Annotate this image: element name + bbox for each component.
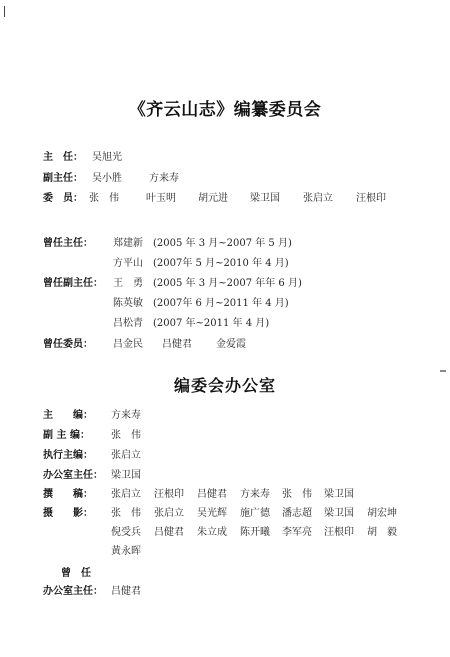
writer-name: 张 伟: [282, 489, 312, 500]
writer-name: 吕健君: [197, 489, 227, 500]
photographer-name: 施广德: [240, 508, 270, 519]
photographers-label: 摄 影：: [43, 508, 93, 519]
writer-name: 张启立: [111, 489, 141, 500]
former-director-period: (2005 年 3 月~2007 年 5 月): [153, 238, 292, 249]
page-title: 《齐云山志》编纂委员会: [128, 100, 322, 120]
deputy-label: 副主任：: [43, 173, 83, 184]
photographer-name: 李军亮: [282, 527, 312, 538]
former-member-name: 吕健君: [162, 339, 192, 350]
page-edge-mark: [4, 6, 5, 17]
chief-editor-label: 主 编：: [43, 410, 93, 421]
member-name: 梁卫国: [250, 193, 280, 204]
photographer-name: 陈开曦: [240, 527, 270, 538]
exec-editor-name: 张启立: [111, 450, 141, 461]
former-members-label: 曾任委员：: [43, 339, 93, 350]
exec-editor-label: 执行主编：: [43, 450, 93, 461]
director-name: 吴旭光: [92, 152, 122, 163]
member-name: 张启立: [303, 193, 333, 204]
former-deputy-name: 王 勇: [113, 278, 143, 289]
former-deputy-label: 曾任副主任：: [43, 278, 103, 289]
deputy-name: 吴小胜: [92, 173, 122, 184]
photographer-name: 倪受兵: [111, 527, 141, 538]
deputy-editor-name: 张 伟: [111, 430, 141, 441]
former-deputy-period: (2005 年 3 月~2007 年年 6 月): [153, 278, 302, 289]
former-member-name: 金爱霞: [216, 339, 246, 350]
office-title: 编委会办公室: [173, 376, 276, 395]
photographer-name: 梁卫国: [324, 508, 354, 519]
photographer-name: 吕健君: [154, 527, 184, 538]
member-name: 胡元进: [198, 193, 228, 204]
member-name: 张 伟: [89, 193, 119, 204]
deputy-editor-label: 副 主 编：: [43, 430, 90, 441]
writer-name: 方来寿: [240, 489, 270, 500]
former-deputy-period: (2007年 6 月~2011 年 4 月): [153, 298, 289, 309]
former-deputy-name: 吕松青: [113, 318, 143, 329]
deputy-name: 方来寿: [149, 173, 179, 184]
former-member-name: 吕金民: [113, 339, 143, 350]
member-name: 叶玉明: [146, 193, 176, 204]
photographer-name: 胡 毅: [367, 527, 397, 538]
writers-label: 撰 稿：: [43, 489, 93, 500]
chief-editor-name: 方来寿: [111, 410, 141, 421]
former-label: 曾 任: [61, 568, 91, 579]
writer-name: 梁卫国: [324, 489, 354, 500]
photographer-name: 胡宏坤: [367, 508, 397, 519]
member-name: 汪根印: [356, 193, 386, 204]
photographer-name: 朱立成: [197, 527, 227, 538]
photographer-name: 张启立: [154, 508, 184, 519]
former-deputy-name: 陈英敏: [113, 298, 143, 309]
former-office-director-label: 办公室主任：: [43, 586, 103, 597]
former-director-name: 郑建新: [113, 238, 143, 249]
photographer-name: 张 伟: [111, 508, 141, 519]
former-director-label: 曾任主任：: [43, 238, 93, 249]
director-label: 主 任：: [43, 152, 83, 163]
members-label: 委 员：: [43, 193, 83, 204]
scan-mark: [440, 370, 446, 372]
photographer-name: 汪根印: [324, 527, 354, 538]
office-director-label: 办公室主任：: [43, 470, 103, 481]
photographer-name: 潘志超: [282, 508, 312, 519]
former-deputy-period: (2007 年~2011 年 4 月): [153, 318, 270, 329]
office-director-name: 梁卫国: [111, 470, 141, 481]
former-office-director-name: 吕健君: [111, 586, 141, 597]
former-director-period: (2007年 5 月~2010 年 4 月): [153, 258, 289, 269]
writer-name: 汪根印: [154, 489, 184, 500]
former-director-name: 方平山: [113, 258, 143, 269]
photographer-name: 吴光辉: [197, 508, 227, 519]
photographer-name: 黄永晖: [111, 546, 141, 557]
